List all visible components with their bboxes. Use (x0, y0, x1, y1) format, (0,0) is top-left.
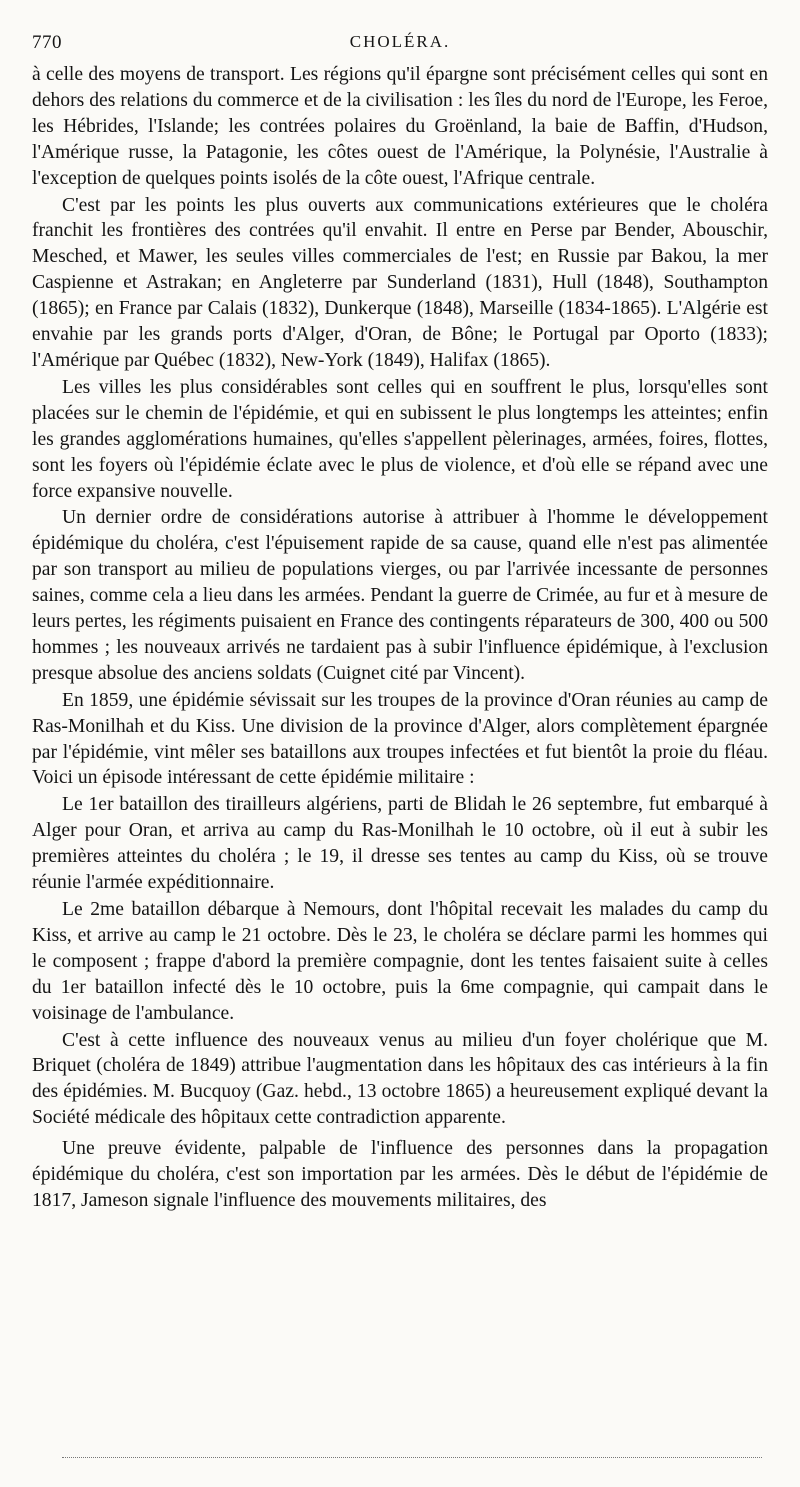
paragraph-9: Une preuve évidente, palpable de l'influence des personnes dans la propagation épidémique du choléra, c'est son importation par les armées. Dès le début de l'épidémie de 1817, Jameson signale l'influence des mouvements militaires, des (32, 1138, 768, 1211)
paragraph-6: Le 1er bataillon des tirailleurs algériens, parti de Blidah le 26 septembre, fut embarqué à Alger pour Oran, et arriva au camp du Ras-Monilhah le 10 octobre, où il eut à subir les premières atteintes du choléra ; le 19, il dresse ses tentes au camp du Kiss, où se trouve réunie l'armée expéditionnaire. (32, 794, 768, 894)
footer-dotted-rule (62, 1457, 762, 1458)
paragraph-7: Le 2me bataillon débarque à Nemours, dont l'hôpital recevait les malades du camp du Kiss, et arrive au camp le 21 octobre. Dès le 23, le choléra se déclare parmi les hommes qui le composent ; frappe d'abord la première compagnie, dont les tentes faisaient suite à celles du 1er bataillon infecté dès le 10 octobre, puis la 6me compagnie, qui campait dans le voisinage de l'ambulance. (32, 899, 768, 1024)
paragraph-4: Un dernier ordre de considérations autorise à attribuer à l'homme le développement épidémique du choléra, c'est l'épuisement rapide de sa cause, quand elle n'est pas alimentée par son transport au milieu de populations vierges, ou par l'arrivée incessante de personnes saines, comme cela a lieu dans les armées. Pendant la guerre de Crimée, au fur et à mesure de leurs pertes, les régiments puisaient en France des contingents réparateurs de 300, 400 ou 500 hommes ; les nouveaux arrivés ne tardaient pas à subir l'influence épidémique, à l'exclusion presque absolue des anciens soldats (Cuignet cité par Vincent). (32, 507, 768, 684)
paragraph-5: En 1859, une épidémie sévissait sur les troupes de la province d'Oran réunies au camp de Ras-Monilhah et du Kiss. Une division de la province d'Alger, alors complètement épargnée par l'épidémie, vint mêler ses bataillons aux troupes infectées et fut bientôt la proie du fléau. Voici un épisode intéressant de cette épidémie militaire : (32, 689, 768, 789)
paragraph-3: Les villes les plus considérables sont celles qui en souffrent le plus, lorsqu'elles sont placées sur le chemin de l'épidémie, et qui en subissent le plus longtemps les atteintes; enfin les grandes agglomérations humaines, qu'elles s'appellent pèlerinages, armées, foires, flottes, sont les foyers où l'épidémie éclate avec le plus de violence, et d'où elle se répand avec une force expansive nouvelle. (32, 376, 768, 502)
running-head: CHOLÉRA. (349, 32, 451, 51)
body-text (32, 62, 768, 1215)
page-number: 770 (32, 32, 62, 53)
paragraph-8: C'est à cette influence des nouveaux venus au milieu d'un foyer cholérique que M. Briquet (choléra de 1849) attribue l'augmentation dans les hôpitaux des cas intérieurs à la fin des épidémies. M. Bucquoy (Gaz. hebd., 13 octobre 1865) a heureusement expliqué devant la Société médicale des hôpitaux cette contradiction apparente. (32, 1029, 768, 1129)
paragraph-1: à celle des moyens de transport. Les régions qu'il épargne sont précisément celles qui sont en dehors des relations du commerce et de la civilisation : les îles du nord de l'Europe, les Feroe, les Hébrides, l'Islande; les contrées polaires du Groënland, la baie de Baffin, d'Hudson, l'Amérique russe, la Patagonie, les côtes ouest de l'Amérique, la Polynésie, l'Australie à l'exception de quelques points isolés de la côte ouest, l'Afrique centrale. (32, 64, 768, 189)
paragraph-2: C'est par les points les plus ouverts aux communications extérieures que le choléra franchit les frontières des contrées qu'il envahit. Il entre en Perse par Bender, Abouschir, Mesched, et Mawer, les seules villes commerciales de l'est; en Russie par Bakou, la mer Caspienne et Astrakan; en Angleterre par Sunderland (1831), Hull (1848), Southampton (1865); en France par Calais (1832), Dunkerque (1848), Marseille (1834-1865). L'Algérie est envahie par les grands ports d'Alger, d'Oran, de Bône; le Portugal par Oporto (1833); l'Amérique par Québec (1832), New-York (1849), Halifax (1865). (32, 194, 768, 371)
page-header (32, 28, 768, 58)
